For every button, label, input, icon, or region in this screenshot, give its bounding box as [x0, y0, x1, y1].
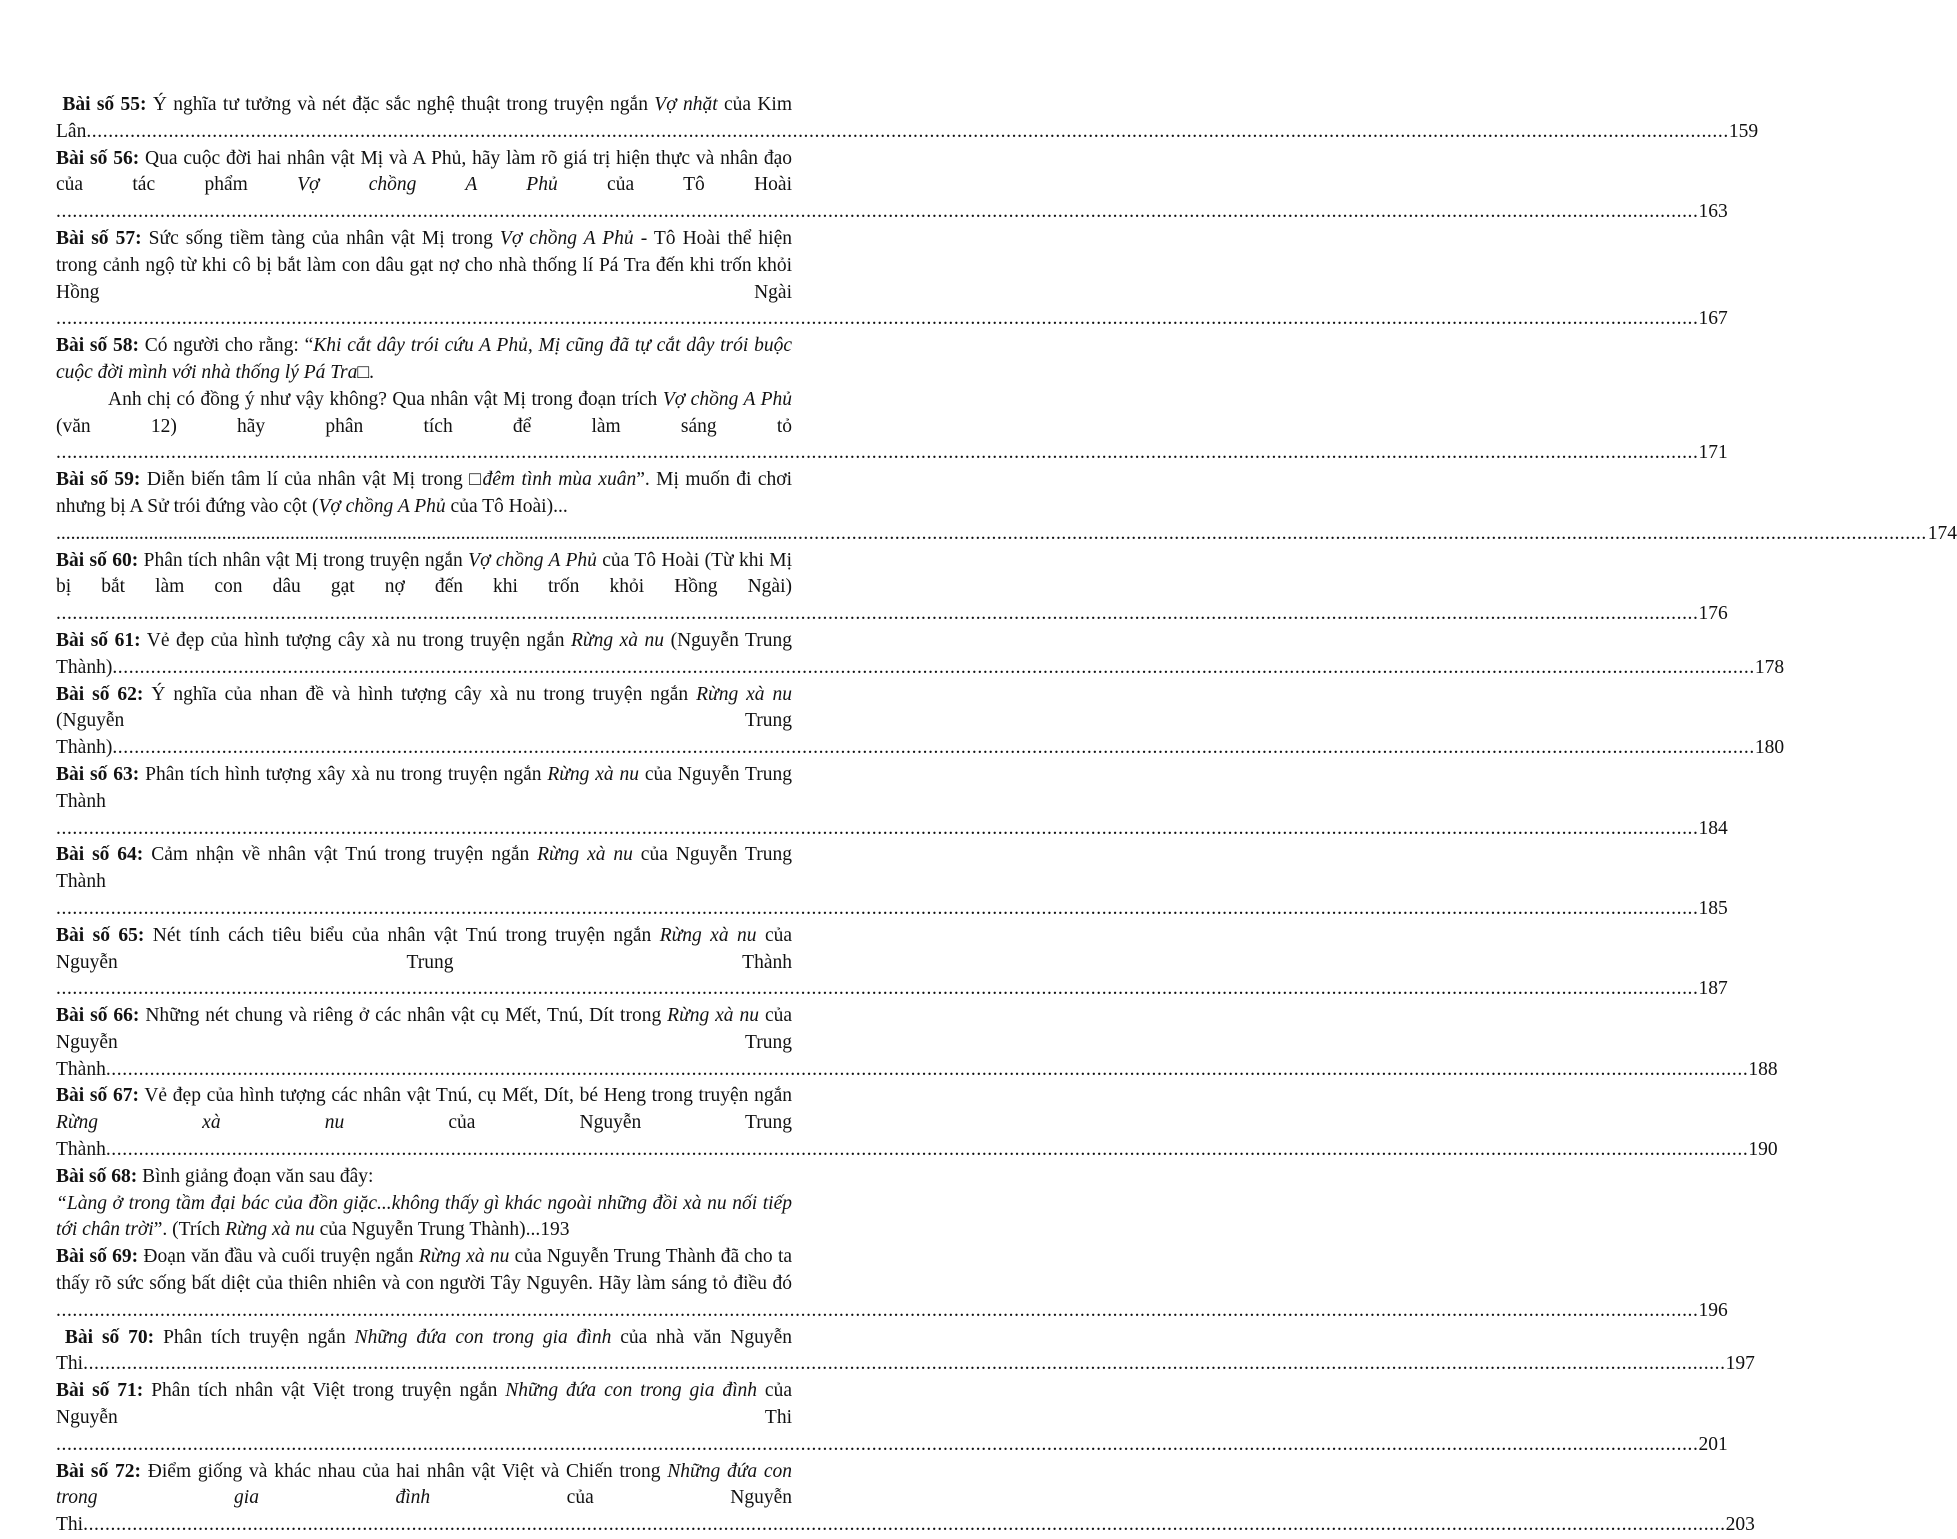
dot-leader-group — [56, 308, 1728, 329]
toc-entry-66[interactable] — [56, 1003, 1778, 1083]
toc-entry-56[interactable] — [56, 146, 1728, 226]
entry-text: . — [369, 361, 375, 383]
entry-text: của Nguyễn Trung Thành — [56, 763, 792, 812]
entry-text: của Nguyễn Thi — [56, 1487, 792, 1536]
entry-label: Bài số 63: — [56, 763, 140, 785]
toc-entry-63[interactable] — [56, 762, 1728, 842]
toc-entry-68[interactable] — [56, 1164, 792, 1244]
page-number: 163 — [1698, 201, 1728, 223]
dot-leader-group — [56, 898, 1728, 919]
entry-text: Bình giảng đoạn văn sau đây: — [137, 1165, 374, 1187]
toc-entry-text — [56, 1378, 1728, 1458]
entry-title: Rừng xà nu — [667, 1005, 759, 1027]
toc-entry-text — [56, 226, 1728, 333]
entry-text: - Tô Hoài thể hiện trong cảnh ngộ từ khi cô bị bắt làm con dâu gạt nợ cho nhà thống lí Pá Tra đến khi trốn khỏi Hồng Ngài — [56, 227, 792, 303]
entry-title: Vợ chồng A Phủ — [662, 388, 792, 410]
page-number: 174 — [1927, 522, 1957, 544]
entry-text: của Nguyễn Thi — [56, 1380, 792, 1429]
toc-entry-67[interactable] — [56, 1083, 1778, 1163]
dot-leader-group — [106, 1059, 1778, 1080]
entry-text: của Kim Lân — [56, 94, 793, 142]
entry-label: Bài số 61: — [56, 629, 141, 651]
page-number: 203 — [1725, 1514, 1755, 1536]
dot-leader-group — [56, 978, 1728, 999]
entry-text: (văn 12) hãy phân tích để làm sáng tỏ — [56, 415, 792, 437]
entry-text: ”. Mị muốn đi chơi nhưng bị A Sử trói đứng vào cột ( — [56, 469, 793, 517]
entry-title: Rừng xà nu — [225, 1219, 315, 1241]
dot-leader: ............................................................................................................................................................................................................................................................................................................ — [83, 1514, 1726, 1536]
dot-leader-group — [86, 121, 1758, 142]
entry-title: Rừng xà nu — [696, 683, 792, 705]
entry-label: Bài số 57: — [56, 227, 142, 249]
page-number: 201 — [1698, 1433, 1728, 1455]
entry-title: Vợ chồng A Phủ — [499, 227, 634, 249]
entry-text: của Nguyễn Trung Thành — [56, 1112, 792, 1161]
toc-entry-70[interactable] — [56, 1325, 1755, 1379]
toc-entry-62[interactable] — [56, 682, 1785, 762]
missing-glyph-icon: □ — [469, 469, 483, 491]
entry-text: Điểm giống và khác nhau của hai nhân vật Việt và Chiến trong — [141, 1460, 668, 1482]
entry-label: Bài số 69: — [56, 1246, 139, 1268]
page-number: 188 — [1748, 1058, 1778, 1080]
entry-text: Ý nghĩa của nhan đề và hình tượng cây xà nu trong truyện ngắn — [143, 683, 697, 705]
entry-title: Vợ nhặt — [654, 94, 718, 115]
entry-label: Bài số 70: — [64, 1326, 155, 1348]
toc-entry-text — [56, 1191, 792, 1245]
entry-title: Rừng xà nu — [56, 1112, 345, 1134]
entry-text: Sức sống tiềm tàng của nhân vật Mị trong — [141, 227, 500, 249]
toc-entry-text — [56, 1459, 1755, 1539]
toc-entry-text — [56, 146, 1728, 226]
toc-entry-text — [56, 923, 1728, 1003]
entry-quote: “Làng ở trong tầm đại bác của đồn giặc...không thấy gì khác ngoài những đồi xà nu nối tiếp tới chân trời — [56, 1192, 792, 1241]
toc-entry-65[interactable] — [56, 923, 1728, 1003]
entry-title: Những đứa con trong gia đình — [505, 1380, 758, 1402]
missing-glyph-icon: □ — [357, 361, 370, 383]
entry-text: Anh chị có đồng ý như vậy không? Qua nhân vật Mị trong đoạn trích — [108, 388, 663, 410]
dot-leader-group — [112, 657, 1784, 678]
entry-text: của nhà văn Nguyễn Thi — [56, 1326, 793, 1375]
toc-entry-text — [56, 1325, 1755, 1379]
toc-entry-text — [56, 467, 792, 521]
entry-label: Bài số 71: — [56, 1380, 144, 1402]
entry-text: Qua cuộc đời hai nhân vật Mị và A Phủ, hãy làm rõ giá trị hiện thực và nhân đạo của tác phẩm — [56, 147, 792, 196]
entry-text: Đoạn văn đầu và cuối truyện ngắn — [138, 1246, 419, 1268]
entry-text: của Nguyễn Trung Thành — [56, 1005, 793, 1080]
entry-title: Những đứa con trong gia đình — [56, 1460, 792, 1509]
toc-entry-last-line — [56, 521, 1957, 548]
dot-leader: ............................................................................................................................................................................................................................................................................................................ — [56, 201, 1699, 223]
dot-leader-group — [56, 603, 1728, 624]
dot-leader-group — [56, 442, 1728, 463]
entry-text: của Nguyễn Trung Thành — [56, 924, 793, 973]
entry-label: Bài số 72: — [56, 1460, 142, 1482]
page-number: 178 — [1754, 656, 1785, 678]
page-number: 176 — [1698, 603, 1728, 625]
toc-entry-61[interactable] — [56, 628, 1785, 682]
toc-entry-text — [56, 548, 1728, 628]
entry-title: Vợ chồng A Phủ — [318, 495, 446, 517]
dot-leader: ............................................................................................................................................................................................................................................................................................................ — [112, 737, 1755, 759]
table-of-contents — [56, 92, 1957, 1539]
page-number: 159 — [1728, 120, 1759, 142]
toc-entry-text — [56, 682, 1785, 762]
entry-text: của Tô Hoài (Từ khi Mị bị bắt làm con dâu gạt nợ đến khi trốn khỏi Hồng Ngài) — [56, 549, 793, 598]
toc-entry-59[interactable] — [56, 467, 1957, 547]
page-number: 193 — [540, 1219, 570, 1241]
dot-leader: ............................................................................................................................................................................................................................................................................................................ — [105, 1139, 1749, 1161]
entry-text: của Nguyễn Trung Thành)... — [314, 1219, 541, 1241]
toc-entry-58[interactable] — [56, 333, 1728, 467]
page-number: 190 — [1748, 1139, 1778, 1161]
entry-text: Vẻ đẹp của hình tượng các nhân vật Tnú, cụ Mết, Dít, bé Heng trong truyện ngắn — [138, 1085, 793, 1107]
entry-text: ”. (Trích — [153, 1219, 226, 1241]
entry-text: của Nguyễn Trung Thành — [56, 844, 793, 893]
page-number: 180 — [1754, 737, 1785, 759]
dot-leader: ............................................................................................................................................................................................................................................................................................................ — [105, 1058, 1749, 1080]
toc-entry-69[interactable] — [56, 1244, 1728, 1324]
entry-text: Cảm nhận về nhân vật Tnú trong truyện ngắn — [143, 844, 538, 866]
entry-text: của Tô Hoài — [557, 174, 792, 196]
dot-leader-group — [112, 737, 1784, 758]
entry-label: Bài số 66: — [56, 1005, 140, 1027]
entry-text: (Nguyễn Trung Thành) — [56, 629, 792, 678]
entry-label: Bài số 64: — [56, 844, 144, 866]
toc-entry-text — [56, 1164, 792, 1191]
dot-leader-group — [83, 1353, 1755, 1374]
entry-title: Rừng xà nu — [547, 763, 639, 785]
entry-quote: đêm tình mùa xuân — [482, 469, 637, 491]
entry-text: Phân tích truyện ngắn — [154, 1326, 355, 1348]
page-number: 187 — [1698, 978, 1728, 1000]
dot-leader: ............................................................................................................................................................................................................................................................................................................ — [56, 1433, 1699, 1455]
entry-title: Vợ chồng A Phủ — [468, 549, 597, 571]
page-number: 184 — [1698, 817, 1728, 839]
toc-entry-71[interactable] — [56, 1378, 1728, 1458]
toc-entry-text — [56, 92, 1759, 146]
entry-title: Những đứa con trong gia đình — [354, 1326, 612, 1348]
toc-entry-text — [56, 1003, 1778, 1083]
entry-title: Rừng xà nu — [571, 629, 665, 651]
entry-text: Diễn biến tâm lí của nhân vật Mị trong — [140, 469, 470, 491]
entry-text: Phân tích nhân vật Việt trong truyện ngắn — [143, 1380, 506, 1402]
entry-text: Phân tích nhân vật Mị trong truyện ngắn — [138, 549, 469, 571]
entry-title: Rừng xà nu — [418, 1246, 510, 1268]
page-number: 196 — [1698, 1299, 1728, 1321]
toc-entry-text — [56, 628, 1785, 682]
dot-leader: ............................................................................................................................................................................................................................................................................................................ — [112, 656, 1755, 678]
entry-title: Rừng xà nu — [537, 844, 633, 866]
dot-leader: ............................................................................................................................................................................................................................................................................................................ — [56, 978, 1699, 1000]
toc-entry-64[interactable] — [56, 842, 1728, 922]
entry-text: Những nét chung và riêng ở các nhân vật cụ Mết, Tnú, Dít trong — [139, 1005, 668, 1027]
entry-text: của Nguyễn Trung Thành đã cho ta thấy rõ sức sống bất diệt của thiên nhiên và con người Tây Nguyên. Hãy làm sáng tỏ điều đó — [56, 1246, 793, 1295]
entry-title: Rừng xà nu — [659, 924, 757, 946]
dot-leader-group — [83, 1514, 1755, 1535]
entry-label: Bài số 58: — [56, 335, 140, 357]
entry-label: Bài số 56: — [56, 147, 140, 169]
toc-entry-text — [56, 387, 1728, 467]
entry-text: (Nguyễn Trung Thành) — [56, 710, 792, 759]
entry-label: Bài số 67: — [56, 1085, 139, 1107]
dot-leader: ............................................................................................................................................................................................................................................................................................................ — [83, 1353, 1726, 1375]
entry-quote: Khi cắt dây trói cứu A Phủ, Mị cũng đã tự cắt dây trói buộc cuộc đời mình với nhà thống lý Pá Tra — [56, 335, 792, 383]
dot-leader: ............................................................................................................................................................................................................................................................................................................ — [56, 817, 1699, 839]
entry-text: Phân tích hình tượng xây xà nu trong truyện ngắn — [139, 763, 548, 785]
toc-entry-57[interactable] — [56, 226, 1728, 333]
toc-entry-text — [56, 333, 792, 387]
dot-leader: ............................................................................................................................................................................................................................................................................................................ — [56, 442, 1699, 464]
entry-text: Có người cho rằng: “ — [139, 335, 314, 357]
toc-entry-text — [56, 1244, 1728, 1324]
dot-leader-group — [56, 1300, 1728, 1321]
toc-entry-text — [56, 842, 1728, 922]
page-number: 171 — [1698, 442, 1728, 464]
entry-label: Bài số 68: — [56, 1165, 138, 1187]
page-number: 197 — [1725, 1353, 1755, 1375]
toc-entry-72[interactable] — [56, 1459, 1755, 1539]
entry-text: Vẻ đẹp của hình tượng cây xà nu trong truyện ngắn — [140, 629, 572, 651]
dot-leader: ............................................................................................................................................................................................................................................................................................................ — [56, 603, 1699, 625]
entry-label: Bài số 62: — [56, 683, 144, 705]
dot-leader: ............................................................................................................................................................................................................................................................................................................ — [56, 897, 1699, 919]
dot-leader-group — [56, 201, 1728, 222]
entry-title: Vợ chồng A Phủ — [297, 174, 558, 196]
dot-leader-group — [56, 1434, 1728, 1455]
dot-leader-group — [56, 818, 1728, 839]
dot-leader-group — [106, 1139, 1778, 1160]
page-number: 167 — [1698, 308, 1728, 330]
dot-leader: ............................................................................................................................................................................................................................................................................................................ — [56, 308, 1699, 330]
entry-text: Ý nghĩa tư tưởng và nét đặc sắc nghệ thuật trong truyện ngắn — [146, 94, 655, 115]
toc-entry-55[interactable] — [56, 92, 1759, 146]
entry-label: Bài số 65: — [56, 924, 145, 946]
entry-text: của Tô Hoài)... — [445, 495, 568, 517]
dot-leader: ............................................................................................................................................................................................................................................................................................................ — [56, 1299, 1699, 1321]
toc-entry-60[interactable] — [56, 548, 1728, 628]
dot-leader: ............................................................................................................................................................................................................................................................................................................ — [86, 120, 1729, 142]
entry-label: Bài số 59: — [56, 469, 141, 491]
entry-label: Bài số 55: — [62, 94, 147, 115]
entry-label: Bài số 60: — [56, 549, 139, 571]
entry-text: Nét tính cách tiêu biểu của nhân vật Tnú trong truyện ngắn — [144, 924, 660, 946]
toc-entry-text — [56, 762, 1728, 842]
toc-entry-text — [56, 1083, 1778, 1163]
page-number: 185 — [1698, 897, 1728, 919]
dot-leader: ...................................................................................................................................................... ..... — [56, 521, 1927, 548]
